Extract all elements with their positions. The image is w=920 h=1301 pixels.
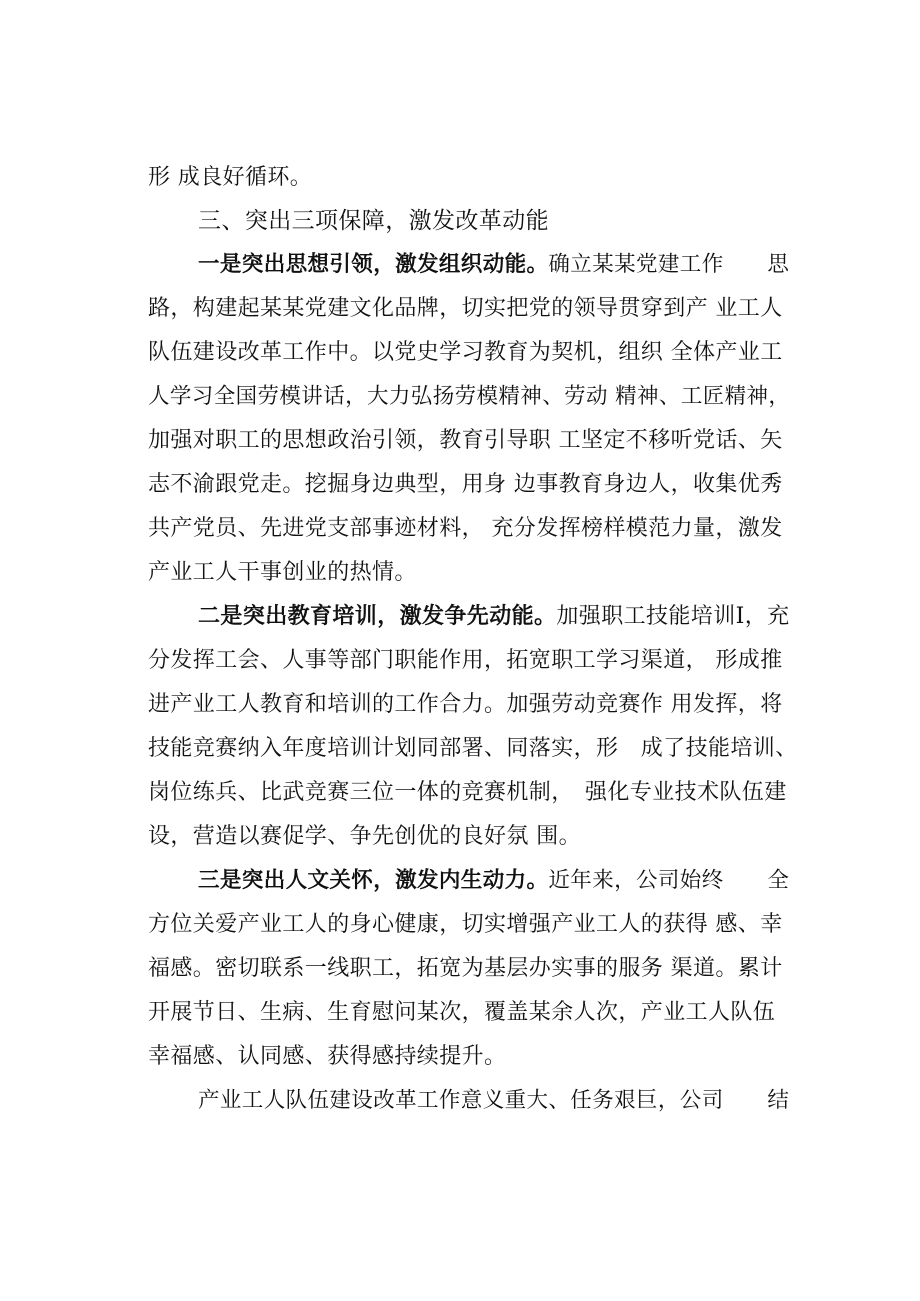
- paragraph-2-line-1: [198, 602, 800, 632]
- paragraph-1-line-1: [198, 250, 800, 280]
- text-line: 岗位练兵、比武竞赛三位一体的竞赛机制， 强化专业技术队伍建: [148, 780, 787, 805]
- text-line: 方位关爱产业工人的身心健康，切实增强产业工人的获得 感、幸: [148, 912, 783, 937]
- text-line: 福感。密切联系一线职工，拓宽为基层办实事的服务 渠道。累计: [148, 956, 783, 981]
- text-line: 进产业工人教育和培训的工作合力。加强劳动竞赛作 用发挥，将: [148, 692, 783, 717]
- text-line: 开展节日、生病、生育慰问某次，覆盖某余人次，产业工人队伍: [148, 1000, 776, 1025]
- paragraph-1-text: 确立某某党建工作 思: [548, 252, 790, 277]
- paragraph-3-line-1: [198, 866, 800, 896]
- text-line: 产业工人干事创业的热情。: [148, 560, 417, 585]
- paragraph-2-text: 加强职工技能培训I，充: [556, 604, 790, 629]
- paragraph-3-text: 近年来，公司始终 全: [548, 868, 790, 893]
- text-line: 加强对职工的思想政治引领，教育引导职 工坚定不移听党话、矢: [148, 428, 783, 453]
- text-line: 志不渝跟党走。挖掘身边典型，用身 边事教育身边人，收集优秀: [148, 472, 783, 497]
- text-line: 路，构建起某某党建文化品牌，切实把党的领导贯穿到产 业工人: [148, 296, 783, 321]
- text-line: 共产党员、先进党支部事迹材料， 充分发挥榜样模范力量，激发: [148, 516, 783, 541]
- paragraph-3-lead: 三是突出人文关怀，激发内生动力。: [198, 868, 549, 893]
- text-line: 技能竞赛纳入年度培训计划同部署、同落实，形 成了技能培训、: [148, 736, 798, 761]
- section-heading: 三、突出三项保障，激发改革动能: [198, 208, 549, 234]
- text-line: 人学习全国劳模讲话，大力弘扬劳模精神、劳动 精神、工匠精神，: [148, 384, 791, 409]
- text-line: 队伍建设改革工作中。以党史学习教育为契机，组织 全体产业工: [148, 340, 783, 365]
- text-line: 形 成良好循环。: [148, 165, 313, 190]
- text-line: 幸福感、认同感、获得感持续提升。: [148, 1044, 507, 1069]
- text-line: 产业工人队伍建设改革工作意义重大、任务艰巨，公司 结: [198, 1088, 790, 1113]
- text-line: 设，营造以赛促学、争先创优的良好氛 围。: [148, 824, 581, 849]
- paragraph-2-lead: 二是突出教育培训，激发争先动能。: [198, 604, 557, 629]
- paragraph-1-lead: 一是突出思想引领，激发组织动能。: [198, 252, 549, 277]
- document-page: [148, 0, 800, 1301]
- text-line: 分发挥工会、人事等部门职能作用，拓宽职工学习渠道， 形成推: [148, 648, 783, 673]
